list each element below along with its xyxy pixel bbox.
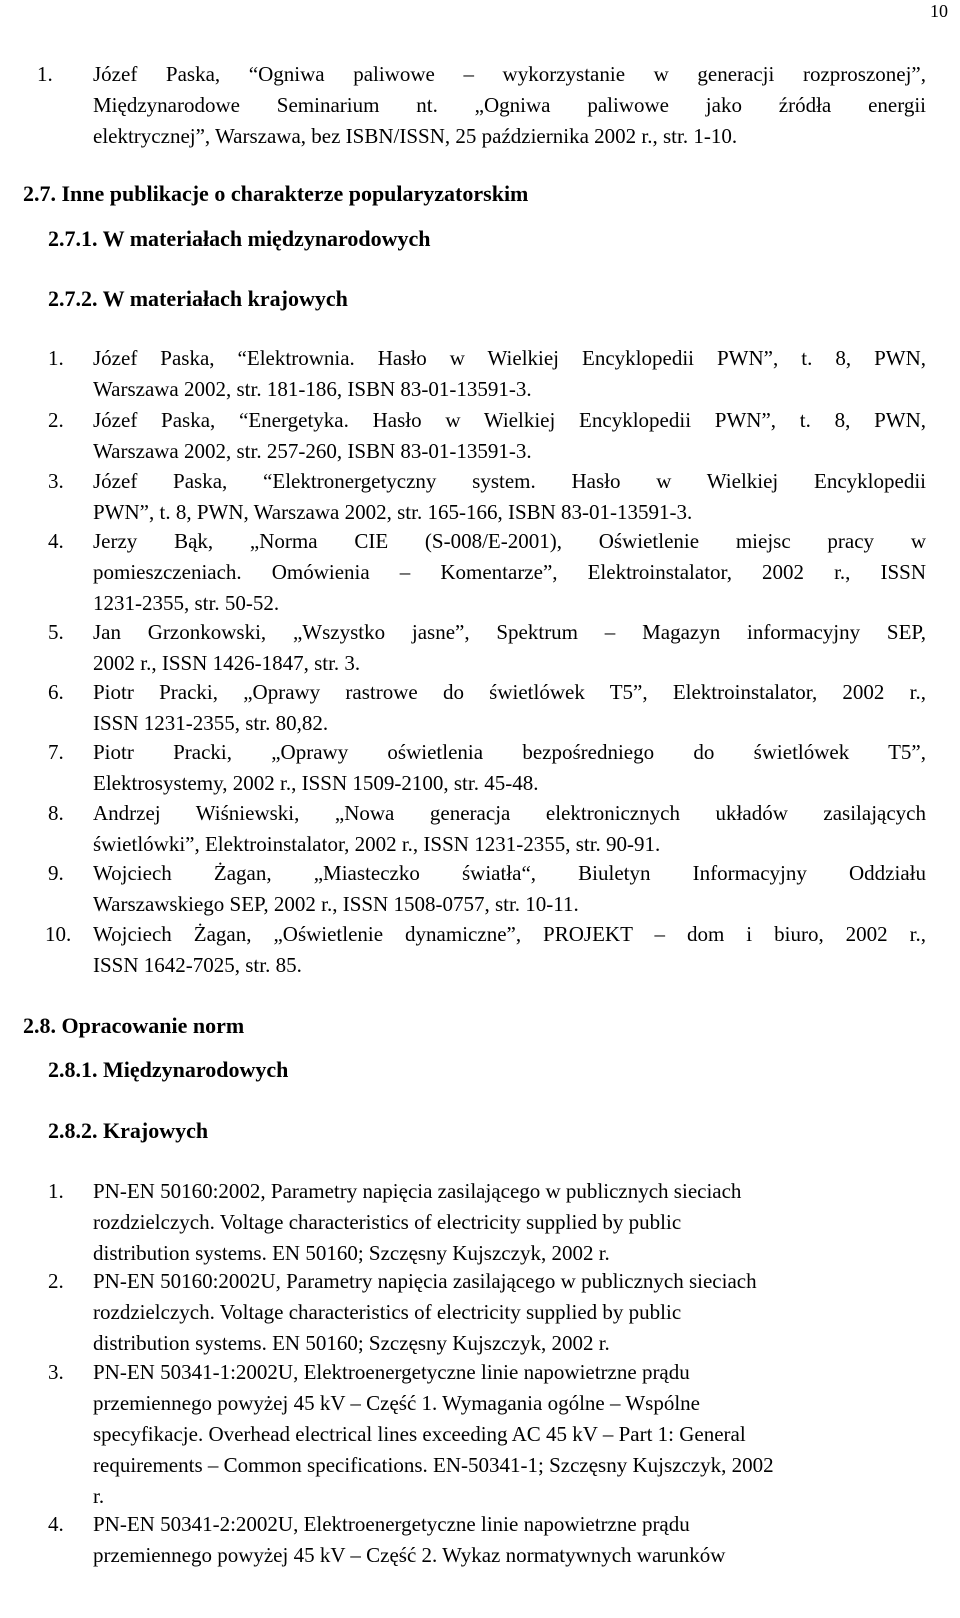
item-number: 3.	[48, 469, 64, 493]
item-line: PN-EN 50341-1:2002U, Elektroenergetyczne linie napowietrzne prądu	[93, 1360, 690, 1384]
item-line: rozdzielczych. Voltage characteristics of electricity supplied by public	[93, 1300, 682, 1324]
item-line: r.	[93, 1484, 105, 1508]
item-line: 1231-2355, str. 50-52.	[93, 591, 280, 615]
page-number: 10	[930, 1, 948, 21]
item-line: rozdzielczych. Voltage characteristics of electricity supplied by public	[93, 1210, 682, 1234]
item-line: Elektrosystemy, 2002 r., ISSN 1509-2100, str. 45-48.	[93, 771, 539, 795]
section-heading: 2.8. Opracowanie norm	[23, 1013, 245, 1038]
item-line: świetlówki”, Elektroinstalator, 2002 r., ISSN 1231-2355, str. 90-91.	[93, 832, 661, 856]
item-line: Warszawa 2002, str. 257-260, ISBN 83-01-13591-3.	[93, 439, 532, 463]
item-line: Wojciech Żagan, „Miasteczko światła“, Biuletyn Informacyjny Oddziału	[93, 861, 926, 885]
item-line: elektrycznej”, Warszawa, bez ISBN/ISSN, 25 października 2002 r., str. 1-10.	[93, 124, 738, 148]
section-heading: 2.7. Inne publikacje o charakterze popularyzatorskim	[23, 181, 529, 206]
item-number: 4.	[48, 529, 64, 553]
item-line: przemiennego powyżej 45 kV – Część 1. Wymagania ogólne – Wspólne	[93, 1391, 701, 1415]
item-line: Józef Paska, “Ogniwa paliwowe – wykorzystanie w generacji rozproszonej”,	[93, 62, 926, 86]
item-line: Józef Paska, “Elektrownia. Hasło w Wielkiej Encyklopedii PWN”, t. 8, PWN,	[93, 346, 926, 370]
item-line: distribution systems. EN 50160; Szczęsny Kujszczyk, 2002 r.	[93, 1241, 610, 1265]
item-line: 2002 r., ISSN 1426-1847, str. 3.	[93, 651, 361, 675]
item-line: PWN”, t. 8, PWN, Warszawa 2002, str. 165-166, ISBN 83-01-13591-3.	[93, 500, 693, 524]
item-line: pomieszczeniach. Omówienia – Komentarze”, Elektroinstalator, 2002 r., ISSN	[93, 560, 926, 584]
item-number: 1.	[48, 1179, 64, 1203]
item-line: Międzynarodowe Seminarium nt. „Ogniwa paliwowe jako źródła energii	[93, 93, 926, 117]
subsection-heading: 2.8.1. Międzynarodowych	[48, 1057, 289, 1082]
item-line: Piotr Pracki, „Oprawy rastrowe do świetlówek T5”, Elektroinstalator, 2002 r.,	[93, 680, 926, 704]
item-line: ISSN 1642-7025, str. 85.	[93, 953, 302, 977]
item-line: Wojciech Żagan, „Oświetlenie dynamiczne”, PROJEKT – dom i biuro, 2002 r.,	[93, 922, 926, 946]
subsection-heading: 2.7.1. W materiałach międzynarodowych	[48, 226, 431, 251]
item-number: 7.	[48, 740, 64, 764]
item-line: Warszawskiego SEP, 2002 r., ISSN 1508-0757, str. 10-11.	[93, 892, 579, 916]
item-line: distribution systems. EN 50160; Szczęsny Kujszczyk, 2002 r.	[93, 1331, 610, 1355]
item-number: 2.	[48, 1269, 64, 1293]
item-line: Jan Grzonkowski, „Wszystko jasne”, Spektrum – Magazyn informacyjny SEP,	[93, 620, 926, 644]
item-line: PN-EN 50341-2:2002U, Elektroenergetyczne linie napowietrzne prądu	[93, 1512, 690, 1536]
item-number: 6.	[48, 680, 64, 704]
subsection-heading: 2.7.2. W materiałach krajowych	[48, 286, 348, 311]
item-line: przemiennego powyżej 45 kV – Część 2. Wykaz normatywnych warunków	[93, 1543, 726, 1567]
item-number: 1.	[37, 62, 53, 86]
item-line: Warszawa 2002, str. 181-186, ISBN 83-01-13591-3.	[93, 377, 532, 401]
item-number: 5.	[48, 620, 64, 644]
item-line: Piotr Pracki, „Oprawy oświetlenia bezpośredniego do świetlówek T5”,	[93, 740, 926, 764]
item-line: requirements – Common specifications. EN-50341-1; Szczęsny Kujszczyk, 2002	[93, 1453, 774, 1477]
subsection-heading: 2.8.2. Krajowych	[48, 1118, 209, 1143]
item-line: PN-EN 50160:2002, Parametry napięcia zasilającego w publicznych sieciach	[93, 1179, 742, 1203]
item-line: Józef Paska, “Energetyka. Hasło w Wielkiej Encyklopedii PWN”, t. 8, PWN,	[93, 408, 926, 432]
item-number: 3.	[48, 1360, 64, 1384]
item-line: Andrzej Wiśniewski, „Nowa generacja elektronicznych układów zasilających	[93, 801, 926, 825]
item-line: PN-EN 50160:2002U, Parametry napięcia zasilającego w publicznych sieciach	[93, 1269, 757, 1293]
item-line: specyfikacje. Overhead electrical lines exceeding AC 45 kV – Part 1: General	[93, 1422, 746, 1446]
item-number: 1.	[48, 346, 64, 370]
item-number: 2.	[48, 408, 64, 432]
item-line: ISSN 1231-2355, str. 80,82.	[93, 711, 329, 735]
item-line: Józef Paska, “Elektronergetyczny system. Hasło w Wielkiej Encyklopedii	[93, 469, 926, 493]
item-number: 4.	[48, 1512, 64, 1536]
item-line: Jerzy Bąk, „Norma CIE (S-008/E-2001), Oświetlenie miejsc pracy w	[93, 529, 926, 553]
item-number: 8.	[48, 801, 64, 825]
item-number: 9.	[48, 861, 64, 885]
item-number: 10.	[45, 922, 72, 946]
